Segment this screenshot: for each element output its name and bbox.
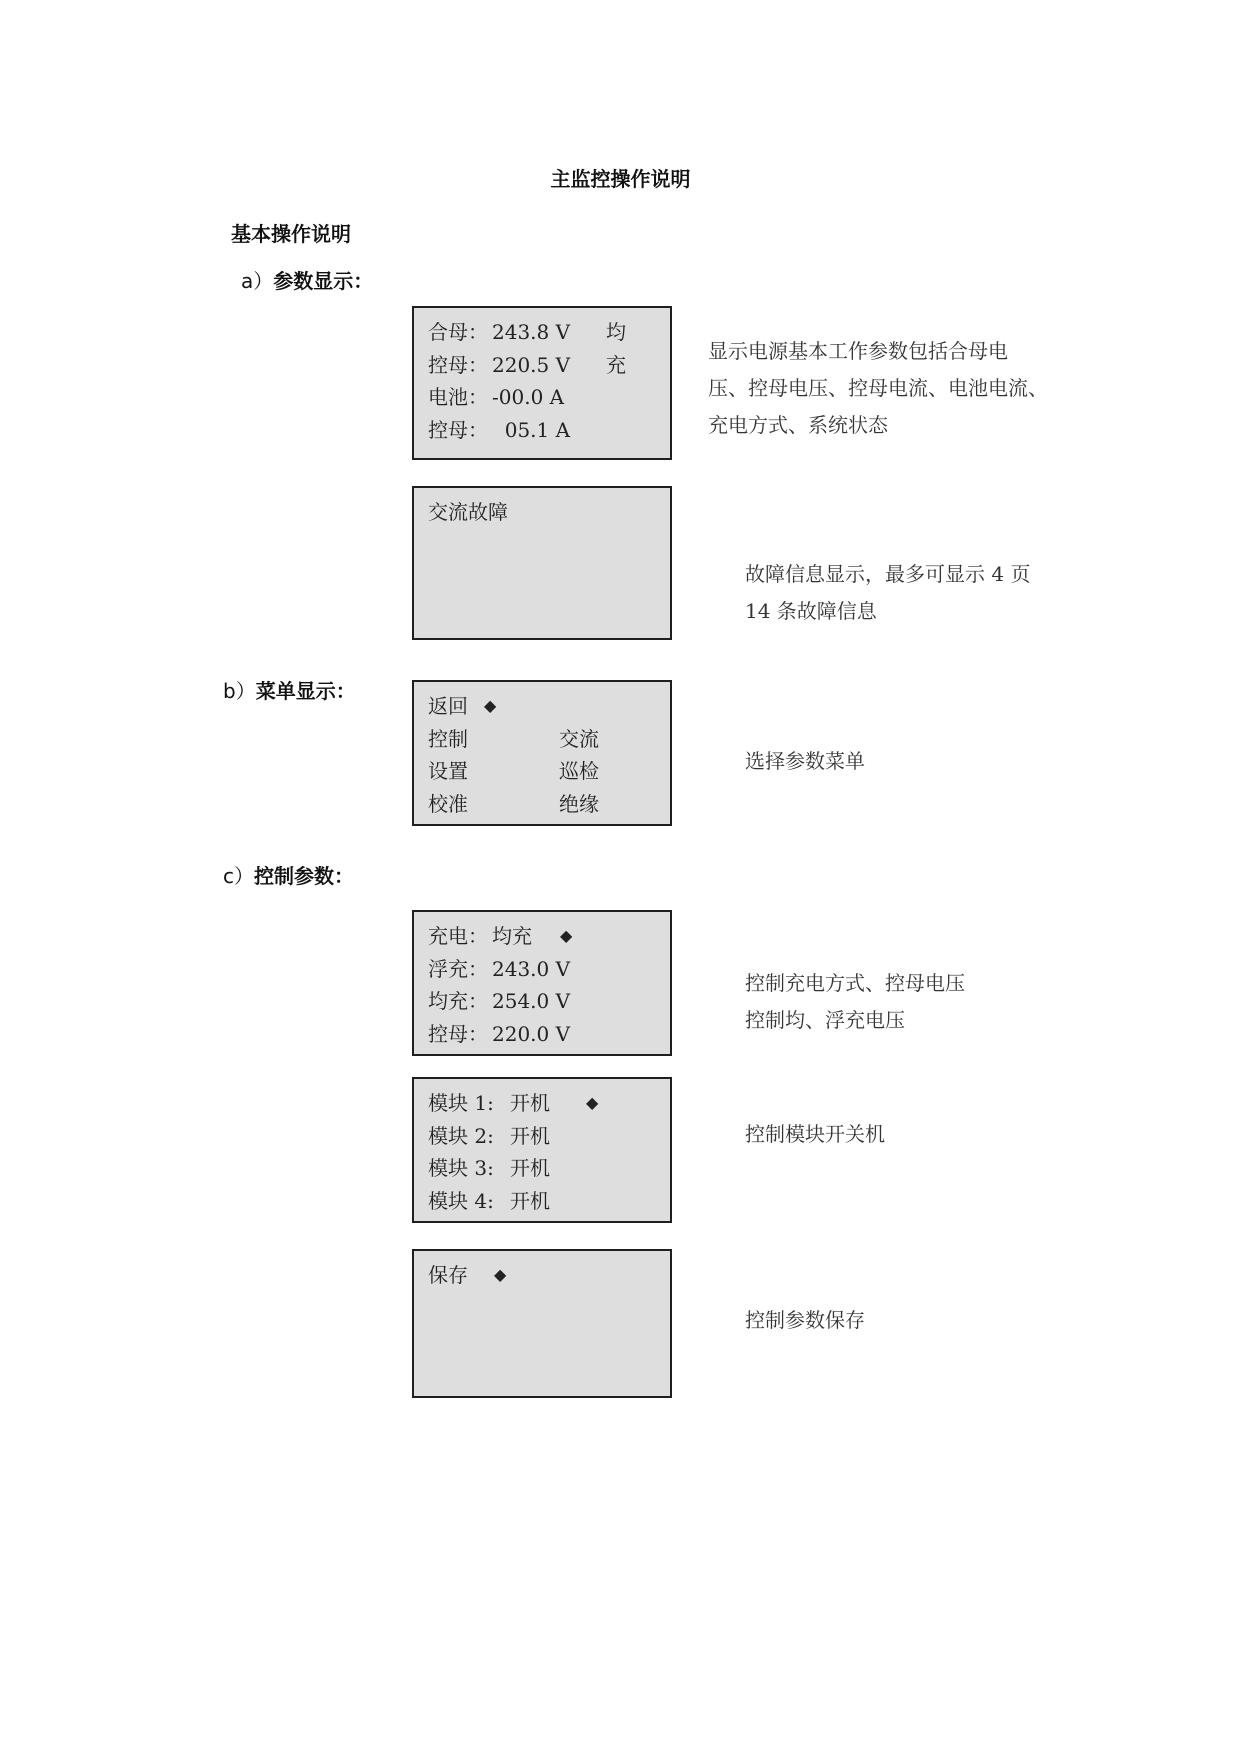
module-description: 控制模块开关机 [745, 1122, 885, 1146]
module-row [428, 1185, 670, 1218]
param-value: 243.8 V [492, 320, 571, 344]
menu-item-patrol: 巡检 [559, 759, 599, 783]
control-row [428, 985, 670, 1018]
module-label: 模块 4: [428, 1188, 494, 1213]
section-a-title [241, 265, 373, 294]
menu-item-back: 返回 [428, 694, 468, 718]
control-value: 220.0 V [492, 1021, 571, 1046]
desc-line: 控制充电方式、控母电压 [745, 971, 965, 995]
param-status: 充 [606, 352, 626, 377]
module-label: 模块 2: [428, 1123, 494, 1148]
control-label: 浮充： [428, 956, 488, 981]
param-row [428, 414, 670, 447]
menu-item-insulation: 绝缘 [559, 791, 599, 816]
control-label: 均充： [428, 989, 488, 1013]
module-row [428, 1152, 670, 1185]
save-screen [412, 1249, 672, 1398]
control-row [428, 1018, 670, 1051]
page-title: 主监控操作说明 [550, 167, 691, 191]
fault-description [745, 556, 1030, 630]
desc-line: 14 条故障信息 [745, 599, 877, 623]
section-b-marker: b） [223, 679, 256, 703]
desc-line: 充电方式、系统状态 [708, 413, 888, 437]
module-state: 开机 [510, 1156, 550, 1180]
section-c-marker: c） [223, 864, 254, 888]
control-param-screen [412, 910, 672, 1056]
module-row [428, 1087, 670, 1120]
cursor-diamond-icon: ◆ [494, 1265, 507, 1284]
menu-display-screen [412, 680, 672, 826]
section-c-title [223, 860, 354, 889]
save-row [428, 1259, 670, 1292]
control-value: 均充 [492, 924, 532, 948]
param-label: 电池： [428, 385, 488, 409]
cursor-diamond-icon: ◆ [560, 926, 573, 945]
param-label: 控母： [428, 417, 488, 442]
module-state: 开机 [510, 1123, 550, 1148]
param-label: 合母： [428, 320, 488, 344]
menu-item-calibrate: 校准 [428, 791, 468, 816]
module-state: 开机 [510, 1188, 550, 1213]
menu-item-settings: 设置 [428, 759, 468, 783]
menu-row [428, 788, 670, 821]
control-label: 控母： [428, 1021, 488, 1046]
param-row [428, 381, 670, 414]
menu-description: 选择参数菜单 [745, 749, 865, 773]
param-value: 220.5 V [492, 352, 571, 377]
module-row [428, 1120, 670, 1153]
control-row [428, 953, 670, 986]
cursor-diamond-icon: ◆ [484, 696, 497, 715]
cursor-diamond-icon: ◆ [586, 1093, 599, 1112]
module-label: 模块 3: [428, 1156, 494, 1180]
control-description [745, 965, 965, 1039]
menu-row [428, 723, 670, 756]
menu-item-ac: 交流 [559, 726, 599, 751]
param-value: -00.0 A [492, 385, 565, 409]
module-state: 开机 [510, 1091, 550, 1115]
section-b-title [223, 675, 356, 704]
save-label: 保存 [428, 1263, 468, 1287]
save-description: 控制参数保存 [745, 1308, 865, 1332]
section-a-marker: a） [241, 269, 274, 293]
control-label: 充电： [428, 924, 488, 948]
desc-line: 故障信息显示，最多可显示 4 页 [745, 562, 1031, 586]
desc-line: 控制均、浮充电压 [745, 1008, 905, 1032]
control-value: 243.0 V [492, 956, 571, 981]
menu-item-control: 控制 [428, 726, 468, 751]
section-a-label: 参数显示： [273, 269, 374, 293]
menu-row [428, 690, 670, 723]
section-c-label: 控制参数： [254, 864, 354, 888]
control-value: 254.0 V [492, 989, 571, 1013]
menu-row [428, 755, 670, 788]
section-heading: 基本操作说明 [231, 222, 351, 246]
param-label: 控母： [428, 352, 488, 377]
fault-display-screen [412, 486, 672, 640]
module-switch-screen [412, 1077, 672, 1223]
param-status: 均 [606, 320, 626, 344]
desc-line: 压、控母电压、控母电流、电池电流、 [708, 376, 1048, 400]
fault-text [428, 496, 670, 529]
control-row [428, 920, 670, 953]
module-label: 模块 1: [428, 1091, 494, 1115]
param-display-screen [412, 306, 672, 460]
param-description [708, 333, 1048, 444]
desc-line: 显示电源基本工作参数包括合母电 [708, 339, 1008, 363]
param-row [428, 316, 670, 349]
fault-message: 交流故障 [428, 500, 508, 524]
param-value: 05.1 A [492, 417, 571, 442]
section-b-label: 菜单显示： [255, 679, 356, 703]
param-row [428, 349, 670, 382]
